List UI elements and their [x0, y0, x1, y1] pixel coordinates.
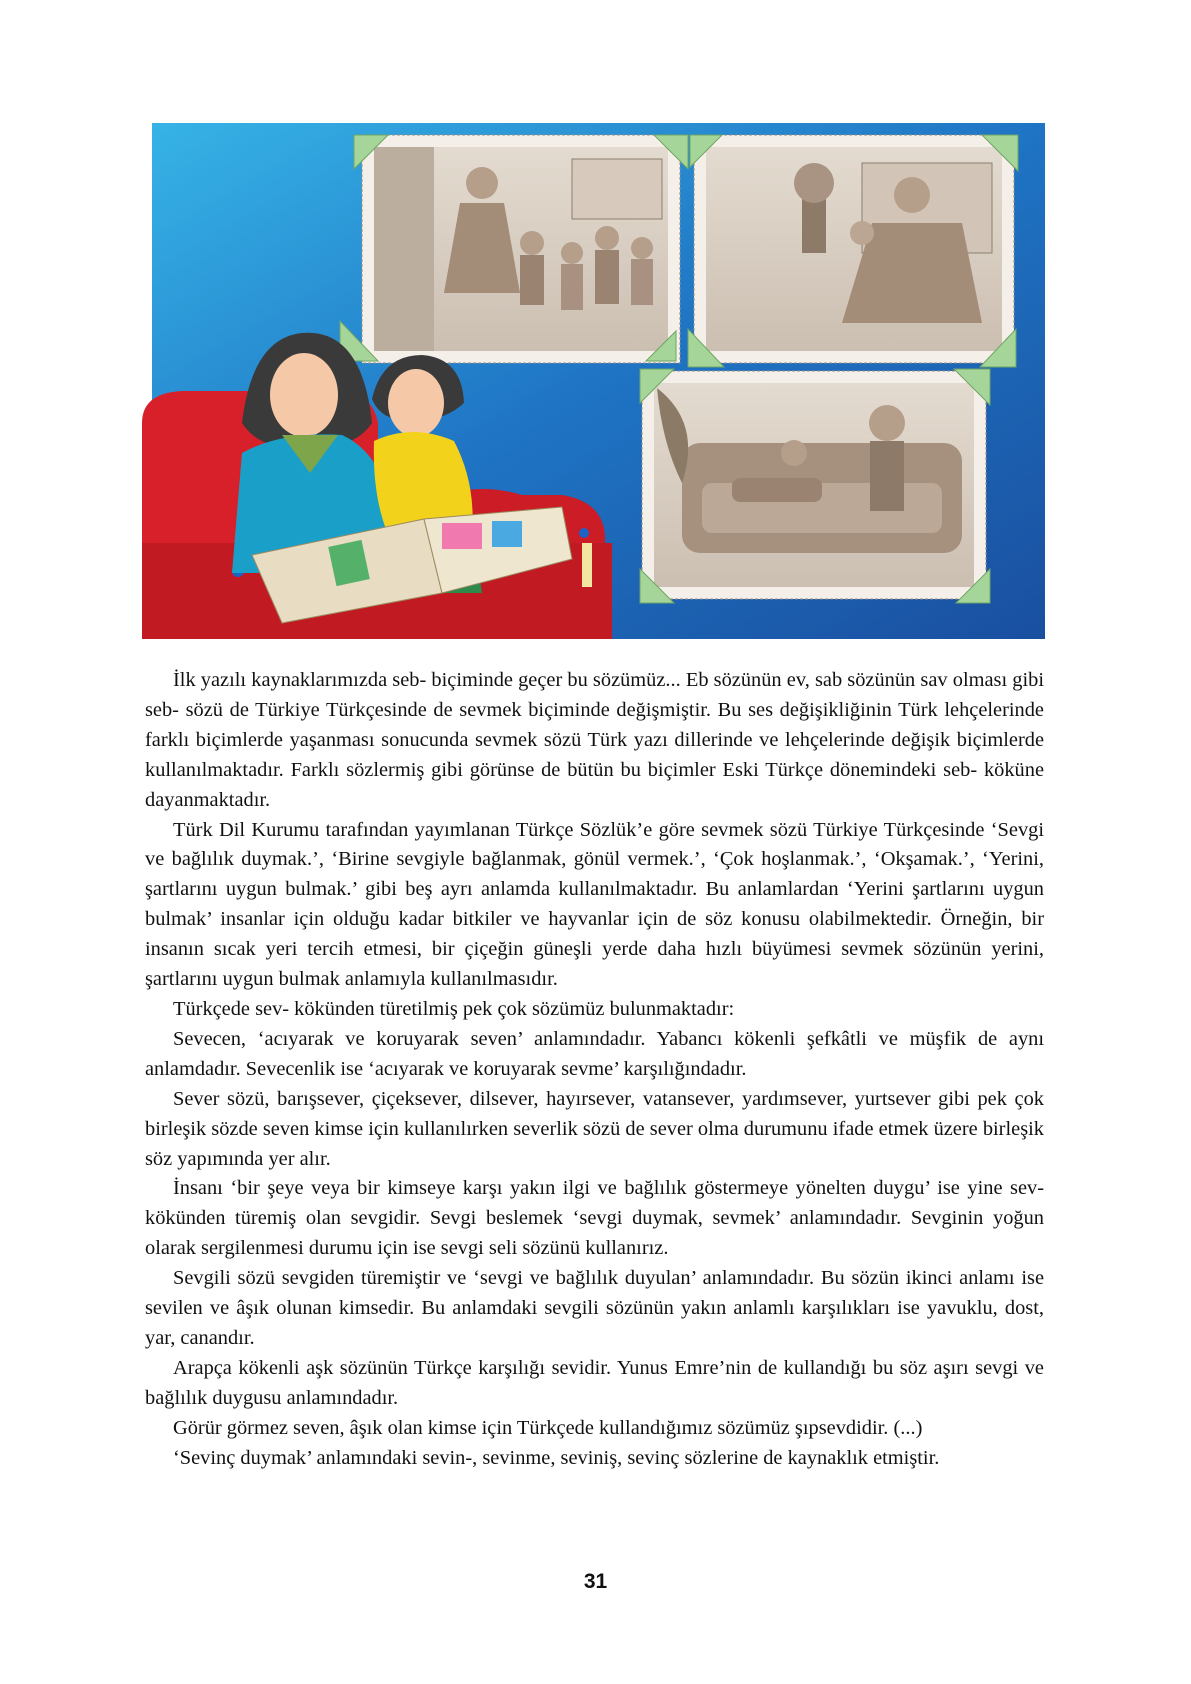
paragraph-1: İlk yazılı kaynaklarımızda seb- biçiminde geçer bu sözümüz... Eb sözünün ev, sab sözünün sav olması gibi seb- sözü de Türkiye Türkçesinde de sevmek biçiminde değişmiştir. Bu ses değişikliğinin Türk lehçelerinde farklı biçimlerde yaşanması sonucunda sevmek sözü Türk yazı dillerinde ve lehçelerinde değişik biçimlerde kullanılmaktadır. Farklı sözlermiş gibi görünse de bütün bu biçimler Eski Türkçe dönemindeki seb- köküne dayanmaktadır.: [145, 669, 1044, 811]
paragraph-3: Türkçede sev- kökünden türetilmiş pek çok sözümüz bulunmaktadır:: [173, 997, 735, 1020]
paragraph-4: Sevecen, ‘acıyarak ve koruyarak seven’ anlamındadır. Yabancı kökenli şefkâtli ve müşfik de aynı anlamdadır. Sevecenlik ise ‘acıyarak ve koruyarak sevme’ karşılığındadır.: [145, 1027, 1044, 1080]
article-text: [145, 666, 1044, 1473]
paragraph-5: Sever sözü, barışsever, çiçeksever, dilsever, hayırsever, vatansever, yardımsever, yurtsever gibi pek çok birleşik sözde seven kimse için kullanılırken severlik sözü de sever olma durumunu ifade etmek üzere birleşik söz yapımında yer alır.: [145, 1087, 1044, 1170]
paragraph-9: Görür görmez seven, âşık olan kimse için Türkçede kullandığımız sözümüz şıpsevdidir. (...): [173, 1416, 923, 1439]
paragraph-8: Arapça kökenli aşk sözünün Türkçe karşılığı sevidir. Yunus Emre’nin de kullandığı bu söz aşırı sevgi ve bağlılık duygusu anlamındadır.: [145, 1356, 1044, 1409]
paragraph-10: ‘Sevinç duymak’ anlamındaki sevin-, sevinme, seviniş, sevinç sözlerine de kaynaklık etmiştir.: [173, 1446, 940, 1469]
paragraph-7: Sevgili sözü sevgiden türemiştir ve ‘sevgi ve bağlılık duyulan’ anlamındadır. Bu sözün ikinci anlamı ise sevilen ve âşık olunan kimsedir. Bu anlamdaki sevgili sözünün yakın anlamlı karşılıkları ise yavuklu, dost, yar, canandır.: [145, 1267, 1044, 1349]
photo-children-with-mother: [362, 135, 680, 363]
album-illustration: [142, 123, 1045, 639]
photo-mother-with-baby: [694, 135, 1014, 363]
paragraph-6: İnsanı ‘bir şeye veya bir kimseye karşı yakın ilgi ve bağlılık göstermeye yönelten duygu’ ise yine sev- kökünden türemiş olan sevgidir. Sevgi beslemek ‘sevgi duymak, sevmek’ anlamındadır. Sevginin yoğun olarak sergilenmesi durumu için ise sevgi seli sözünü kullanırız.: [145, 1177, 1044, 1260]
photo-family-on-sofa: [642, 371, 986, 599]
paragraph-2: Türk Dil Kurumu tarafından yayımlanan Türkçe Sözlük’e göre sevmek sözü Türkiye Türkçesinde ‘Sevgi ve bağlılık duymak.’, ‘Birine sevgiyle bağlanmak, gönül vermek.’, ‘Çok hoşlanmak.’, ‘Okşamak.’, ‘Yerini, şartlarını uygun bulmak.’ gibi beş ayrı anlamda kullanılmaktadır. Bu anlamlardan ‘Yerini şartlarını uygun bulmak’ insanlar için olduğu kadar bitkiler ve hayvanlar için de söz konusu olabilmektedir. Örneğin, bir insanın sıcak yeri tercih etmesi, bir çiçeğin güneşli yerde daha hızlı büyümesi sevmek sözünün yerini, şartlarını uygun bulmak anlamıyla kullanılmasıdır.: [145, 818, 1044, 991]
page-number: 31: [583, 1570, 608, 1593]
